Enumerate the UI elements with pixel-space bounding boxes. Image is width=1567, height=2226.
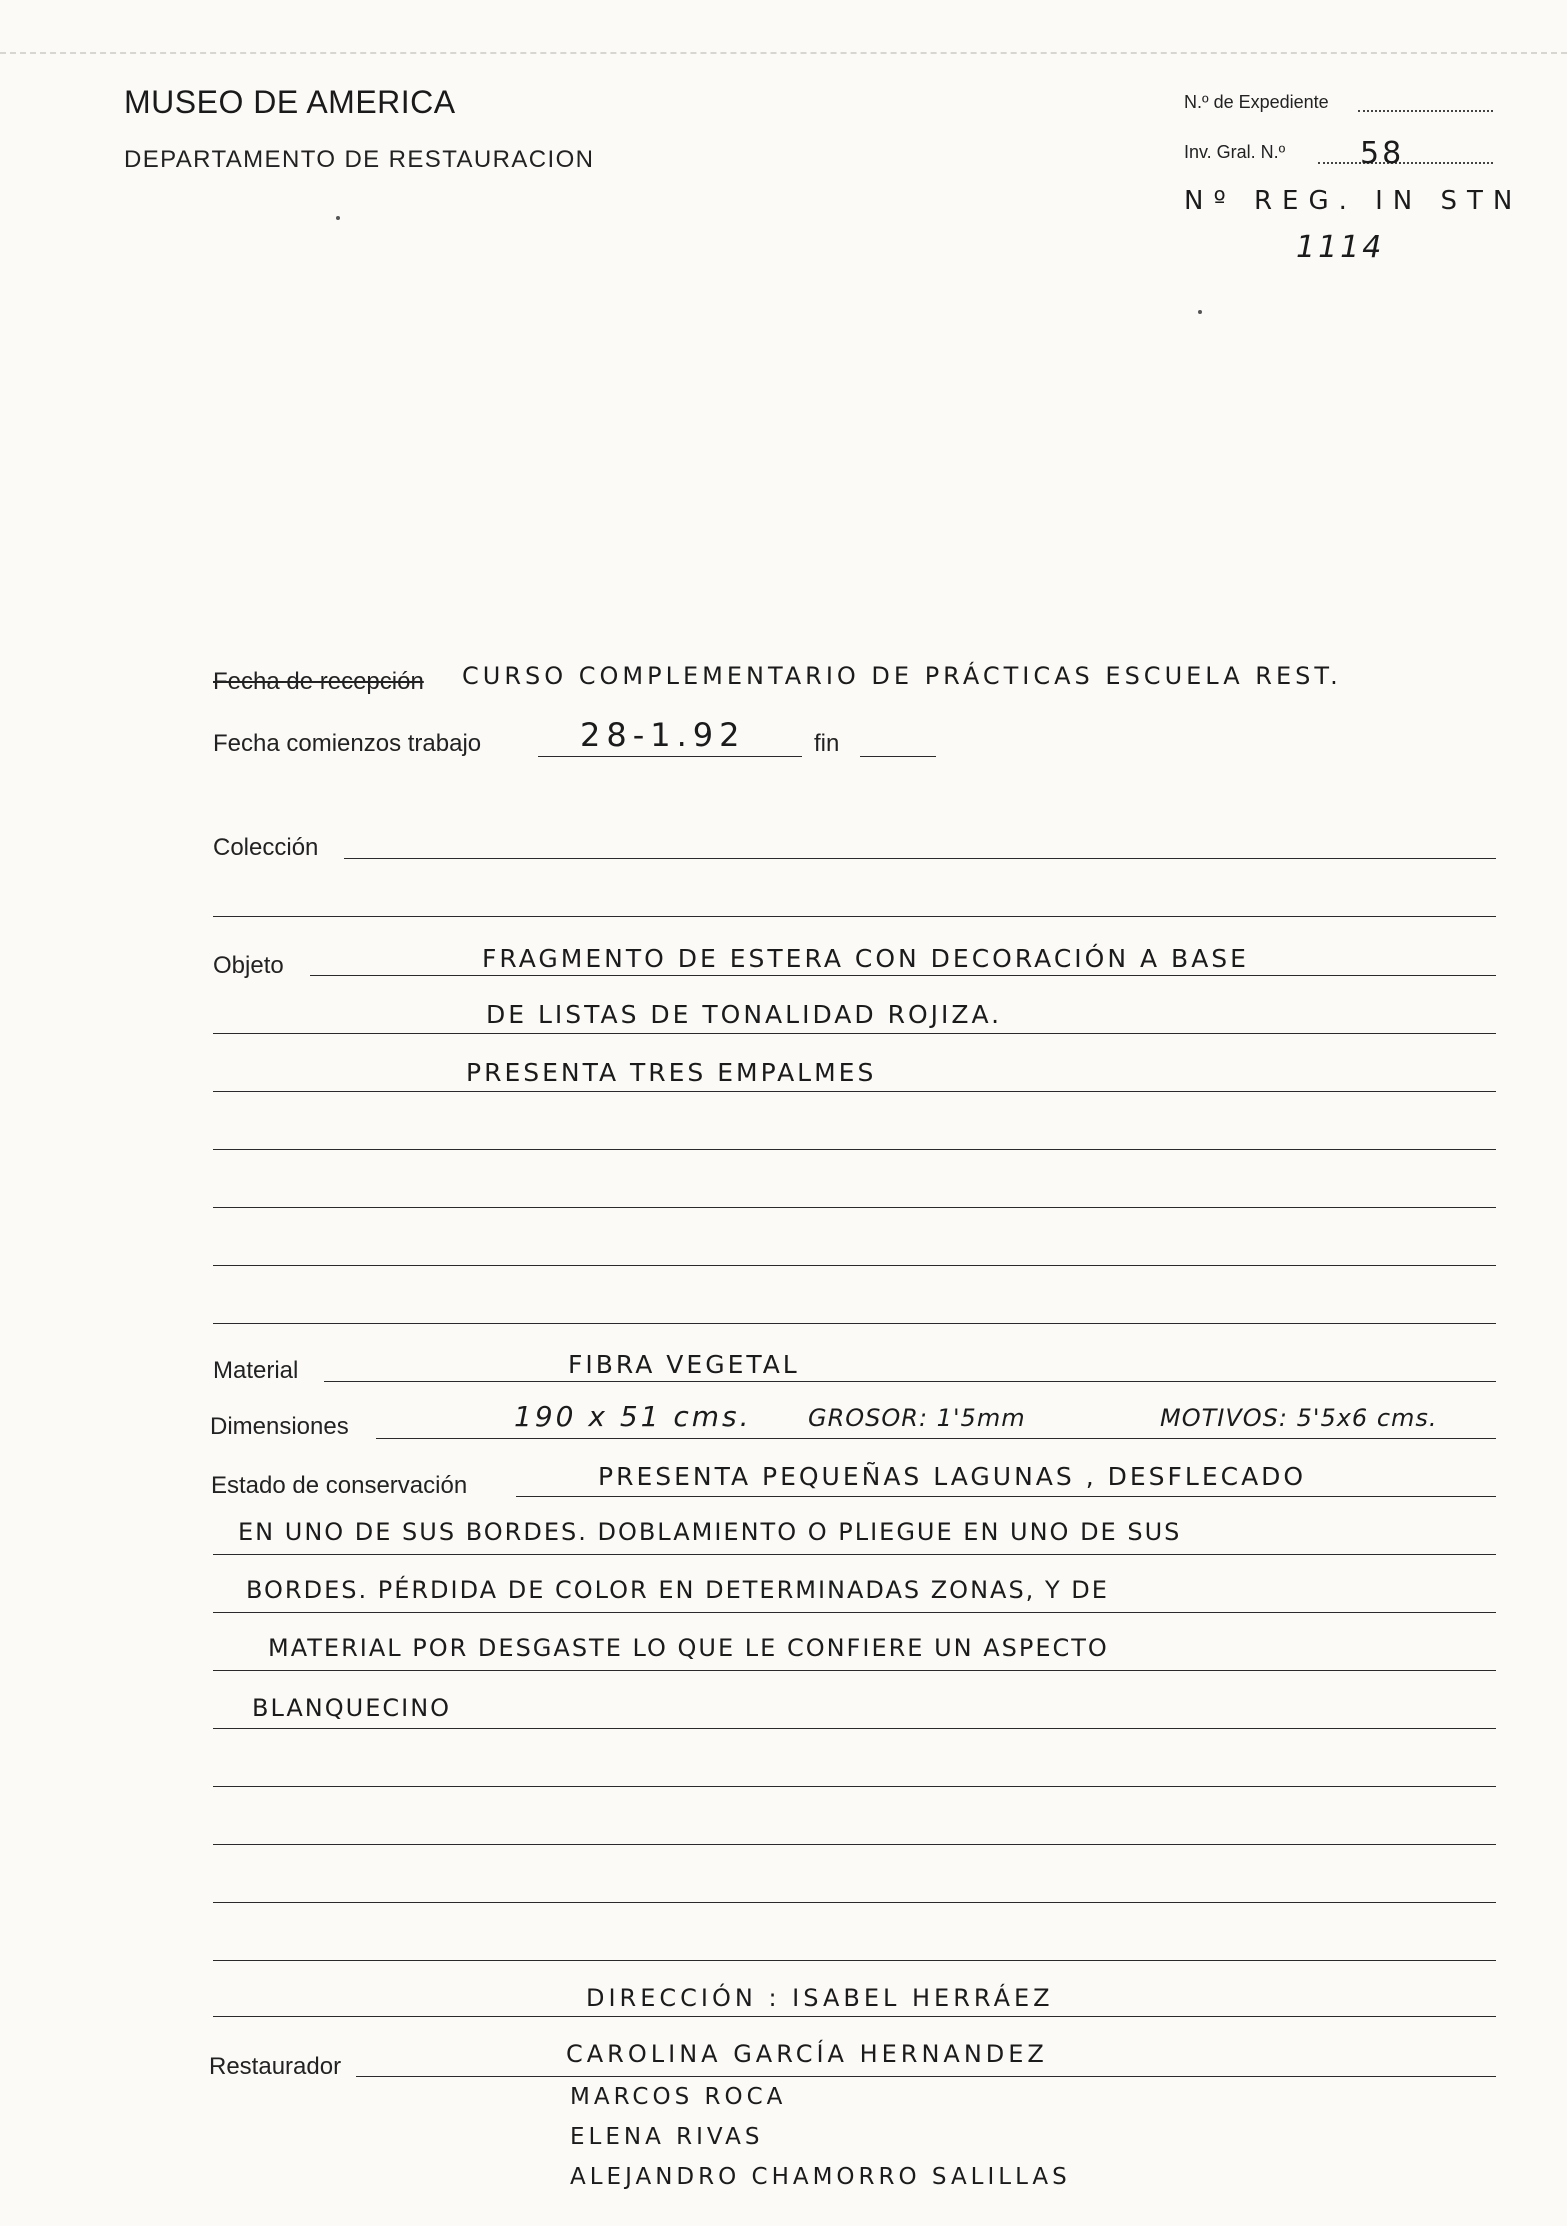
objeto-line-4[interactable] <box>213 1149 1496 1150</box>
estado-line-2[interactable] <box>213 1554 1496 1555</box>
restaurador-4: ALEJANDRO CHAMORRO SALILLAS <box>570 2164 1071 2190</box>
objeto-label: Objeto <box>213 952 284 979</box>
direccion-text: DIRECCIÓN : ISABEL HERRÁEZ <box>586 1984 1054 2012</box>
estado-text-3: BORDES. PÉRDIDA DE COLOR EN DETERMINADAS ZONAS, Y DE <box>246 1576 1109 1604</box>
comienzo-field[interactable] <box>538 756 802 757</box>
objeto-line-5[interactable] <box>213 1207 1496 1208</box>
material-value: FIBRA VEGETAL <box>568 1350 800 1379</box>
objeto-line-1[interactable] <box>310 975 1496 976</box>
fin-label: fin <box>814 730 840 757</box>
museum-name: MUSEO DE AMERICA <box>124 84 456 120</box>
dimensiones-grosor: GROSOR: 1'5mm <box>808 1404 1026 1432</box>
estado-line-4[interactable] <box>213 1670 1496 1671</box>
estado-line-1[interactable] <box>516 1496 1496 1497</box>
estado-text-4: MATERIAL POR DESGASTE LO QUE LE CONFIERE UN ASPECTO <box>268 1634 1109 1662</box>
paper-speck <box>1198 310 1202 314</box>
restaurador-label: Restaurador <box>209 2053 342 2080</box>
reg-note: Nº REG. IN STN <box>1184 186 1523 216</box>
inv-field[interactable] <box>1318 162 1493 164</box>
estado-line-9[interactable] <box>213 1960 1496 1961</box>
estado-line-7[interactable] <box>213 1844 1496 1845</box>
objeto-text-3: PRESENTA TRES EMPALMES <box>466 1058 877 1087</box>
material-field[interactable] <box>324 1381 1496 1382</box>
restaurador-1: CAROLINA GARCÍA HERNANDEZ <box>566 2040 1048 2068</box>
paper-speck <box>336 216 340 220</box>
comienzo-label: Fecha comienzos trabajo <box>213 730 482 757</box>
department-name: DEPARTAMENTO DE RESTAURACION <box>124 146 595 173</box>
inv-value: 58 <box>1360 136 1405 171</box>
estado-line-5[interactable] <box>213 1728 1496 1729</box>
comienzo-value: 28-1.92 <box>580 716 746 754</box>
restaurador-field[interactable] <box>356 2076 1496 2077</box>
dimensiones-motivos: MOTIVOS: 5'5x6 cms. <box>1160 1404 1438 1432</box>
estado-text-1: PRESENTA PEQUEÑAS LAGUNAS , DESFLECADO <box>598 1462 1307 1491</box>
estado-line-8[interactable] <box>213 1902 1496 1903</box>
expediente-field[interactable] <box>1358 110 1493 112</box>
material-label: Material <box>213 1357 299 1384</box>
objeto-line-3[interactable] <box>213 1091 1496 1092</box>
page-top-edge <box>0 52 1567 54</box>
estado-line-3[interactable] <box>213 1612 1496 1613</box>
estado-text-2: EN UNO DE SUS BORDES. DOBLAMIENTO O PLIEGUE EN UNO DE SUS <box>238 1518 1182 1546</box>
objeto-line-2[interactable] <box>213 1033 1496 1034</box>
coleccion-line-2[interactable] <box>213 916 1496 917</box>
objeto-text-1: FRAGMENTO DE ESTERA CON DECORACIÓN A BASE <box>482 944 1249 973</box>
dimensiones-size: 190 x 51 cms. <box>514 1400 752 1433</box>
objeto-line-7[interactable] <box>213 1323 1496 1324</box>
restaurador-2: MARCOS ROCA <box>570 2084 787 2110</box>
recepcion-label: Fecha de recepción <box>213 668 424 695</box>
coleccion-label: Colección <box>213 834 319 861</box>
expediente-label: N.º de Expediente <box>1184 92 1329 112</box>
dimensiones-label: Dimensiones <box>210 1413 349 1440</box>
inv-label: Inv. Gral. N.º <box>1184 142 1286 162</box>
restaurador-3: ELENA RIVAS <box>570 2124 764 2150</box>
objeto-line-6[interactable] <box>213 1265 1496 1266</box>
estado-line-6[interactable] <box>213 1786 1496 1787</box>
objeto-text-2: DE LISTAS DE TONALIDAD ROJIZA. <box>486 1000 1003 1029</box>
estado-text-5: BLANQUECINO <box>252 1694 452 1722</box>
estado-line-10[interactable] <box>213 2016 1496 2017</box>
recepcion-value: CURSO COMPLEMENTARIO DE PRÁCTICAS ESCUELA REST. <box>462 662 1342 690</box>
coleccion-field[interactable] <box>344 858 1496 859</box>
fin-field[interactable] <box>860 756 936 757</box>
dimensiones-field[interactable] <box>376 1438 1496 1439</box>
reg-value: 1114 <box>1296 230 1385 265</box>
estado-label: Estado de conservación <box>211 1472 468 1499</box>
